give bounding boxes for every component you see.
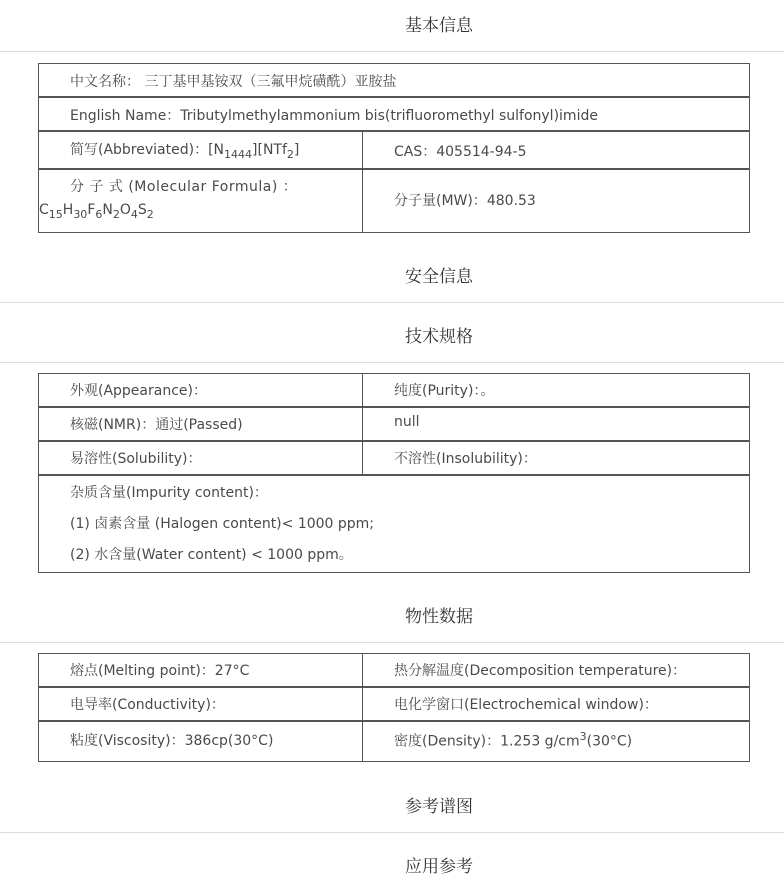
section-title: 应用参考 — [405, 857, 473, 877]
table-row — [39, 476, 749, 572]
section-title: 技术规格 — [405, 327, 473, 347]
table-row — [39, 98, 749, 132]
nmr: 核磁(NMR)：通过(Passed) — [70, 417, 243, 433]
table-row — [39, 64, 749, 98]
melting-point: 熔点(Melting point)：27°C — [70, 663, 250, 679]
decomposition-temperature: 热分解温度(Decomposition temperature)： — [394, 663, 687, 679]
chinese-name: 中文名称： 三丁基甲基铵双（三氟甲烷磺酰）亚胺盐 — [70, 74, 397, 90]
abbreviation: 简写(Abbreviated)：$[N_{1444}][NTf_2]$ — [70, 142, 300, 161]
nmr-value: null — [394, 414, 420, 430]
section-title: 基本信息 — [405, 16, 473, 36]
insolubility: 不溶性(Insolubility)： — [394, 451, 537, 467]
english-name: English Name：Tributylmethylammonium bis(trifluoromethyl sulfonyl)imide — [70, 108, 598, 124]
table-row — [39, 132, 749, 170]
molecular-formula: $C_{15}H_{30}F_6N_2O_4S_2$ — [39, 202, 154, 221]
cas-number: CAS：405514-94-5 — [394, 144, 527, 160]
specifications-table — [38, 373, 750, 573]
section-reference-spectra — [0, 781, 784, 833]
section-physical-data — [0, 591, 784, 643]
section-specifications — [0, 311, 784, 363]
electrochemical-window: 电化学窗口(Electrochemical window)： — [394, 697, 658, 713]
physical-data-table — [38, 653, 750, 762]
table-row — [39, 170, 749, 232]
appearance: 外观(Appearance)： — [70, 383, 207, 399]
purity: 纯度(Purity)：。 — [394, 383, 495, 399]
table-row — [39, 654, 749, 688]
viscosity: 粘度(Viscosity)：386cp(30°C) — [70, 733, 274, 749]
molecular-weight: 分子量(MW)：480.53 — [394, 193, 536, 209]
impurity-halogen: (1) 卤素含量 (Halogen content)< 1000 ppm; — [70, 516, 375, 532]
solubility: 易溶性(Solubility)： — [70, 451, 202, 467]
impurity-water: (2) 水含量(Water content) < 1000 ppm。 — [70, 547, 353, 563]
table-row — [39, 722, 749, 761]
section-title: 参考谱图 — [405, 797, 473, 817]
formula-label: 分 子 式 (Molecular Formula) ： — [70, 179, 298, 195]
section-application-reference — [0, 841, 784, 893]
section-basic-info — [0, 0, 784, 52]
table-row — [39, 688, 749, 722]
conductivity: 电导率(Conductivity)： — [70, 697, 225, 713]
section-safety-info — [0, 251, 784, 303]
table-row — [39, 374, 749, 408]
section-title: 安全信息 — [405, 267, 473, 287]
table-row — [39, 442, 749, 476]
table-row — [39, 408, 749, 442]
density: 密度(Density)：1.253 $g/cm^3(30^\circ C)$ — [394, 730, 633, 750]
section-title: 物性数据 — [405, 607, 473, 627]
basic-info-table — [38, 63, 750, 233]
impurity-title: 杂质含量(Impurity content)： — [70, 485, 268, 501]
